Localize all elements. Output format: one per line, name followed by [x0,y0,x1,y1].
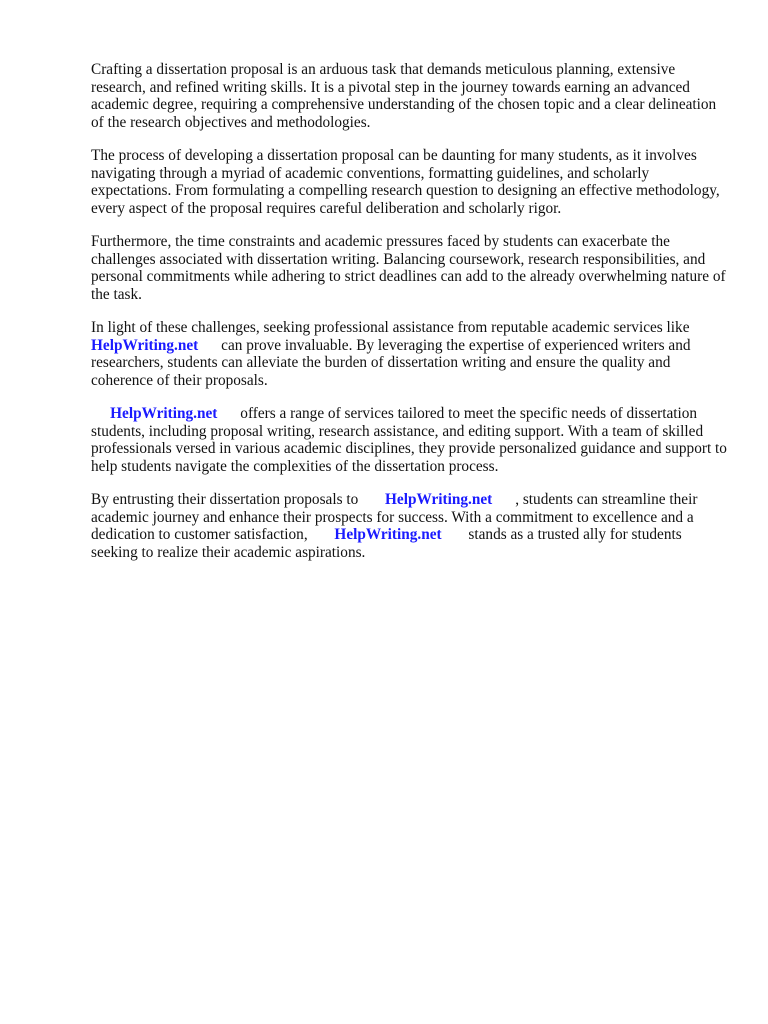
paragraph-text: In light of these challenges, seeking professional assistance from reputable academic services like [91,319,694,336]
document-page [91,61,731,577]
paragraph-text: offers a range of services tailored to meet the specific needs of dissertation students, including proposal writing, research assistance, and editing support. With a team of skilled professionals versed in various academic disciplines, they provide personalized guidance and support to help students navigate the complexities of the dissertation process. [91,405,731,475]
paragraph-text: stands as a trusted ally for students seeking to realize their academic aspirations. [91,526,686,561]
paragraph-text: By entrusting their dissertation proposals to [91,491,386,508]
helpwriting-link[interactable]: HelpWriting.net [385,491,493,508]
paragraph [91,491,727,561]
helpwriting-link[interactable]: HelpWriting.net [110,405,218,422]
paragraph [91,319,727,389]
paragraph-text: can prove invaluable. By leveraging the expertise of experienced writers and researchers, students can alleviate the burden of dissertation writing and ensure the quality and coherence of their proposals. [91,336,695,389]
paragraph-text: , students can streamline their academic journey and enhance their prospects for success. With a commitment to excellence and a dedication to customer satisfaction, [91,491,702,543]
helpwriting-link[interactable]: HelpWriting.net [334,526,442,543]
paragraph [91,405,731,475]
paragraph-text [91,405,110,422]
paragraph [91,147,727,217]
helpwriting-link[interactable]: HelpWriting.net [91,336,199,354]
paragraph-text: Crafting a dissertation proposal is an arduous task that demands meticulous planning, extensive research, and refined writing skills. It is a pivotal step in the journey towards earning an advanced academic degree, requiring a comprehensive understanding of the chosen topic and a clear delineation of the research objectives and methodologies. [91,61,721,131]
paragraph [91,61,727,131]
paragraph-text: Furthermore, the time constraints and academic pressures faced by students can exacerbate the challenges associated with dissertation writing. Balancing coursework, research responsibilities, and personal commitments while adhering to strict deadlines can add to the already overwhelming nature of the task. [91,233,730,303]
paragraph-text: The process of developing a dissertation proposal can be daunting for many students, as it involves navigating through a myriad of academic conventions, formatting guidelines, and scholarly expectations. From formulating a compelling research question to designing an effective methodology, every aspect of the proposal requires careful deliberation and scholarly rigor. [91,147,724,217]
paragraph [91,233,730,303]
